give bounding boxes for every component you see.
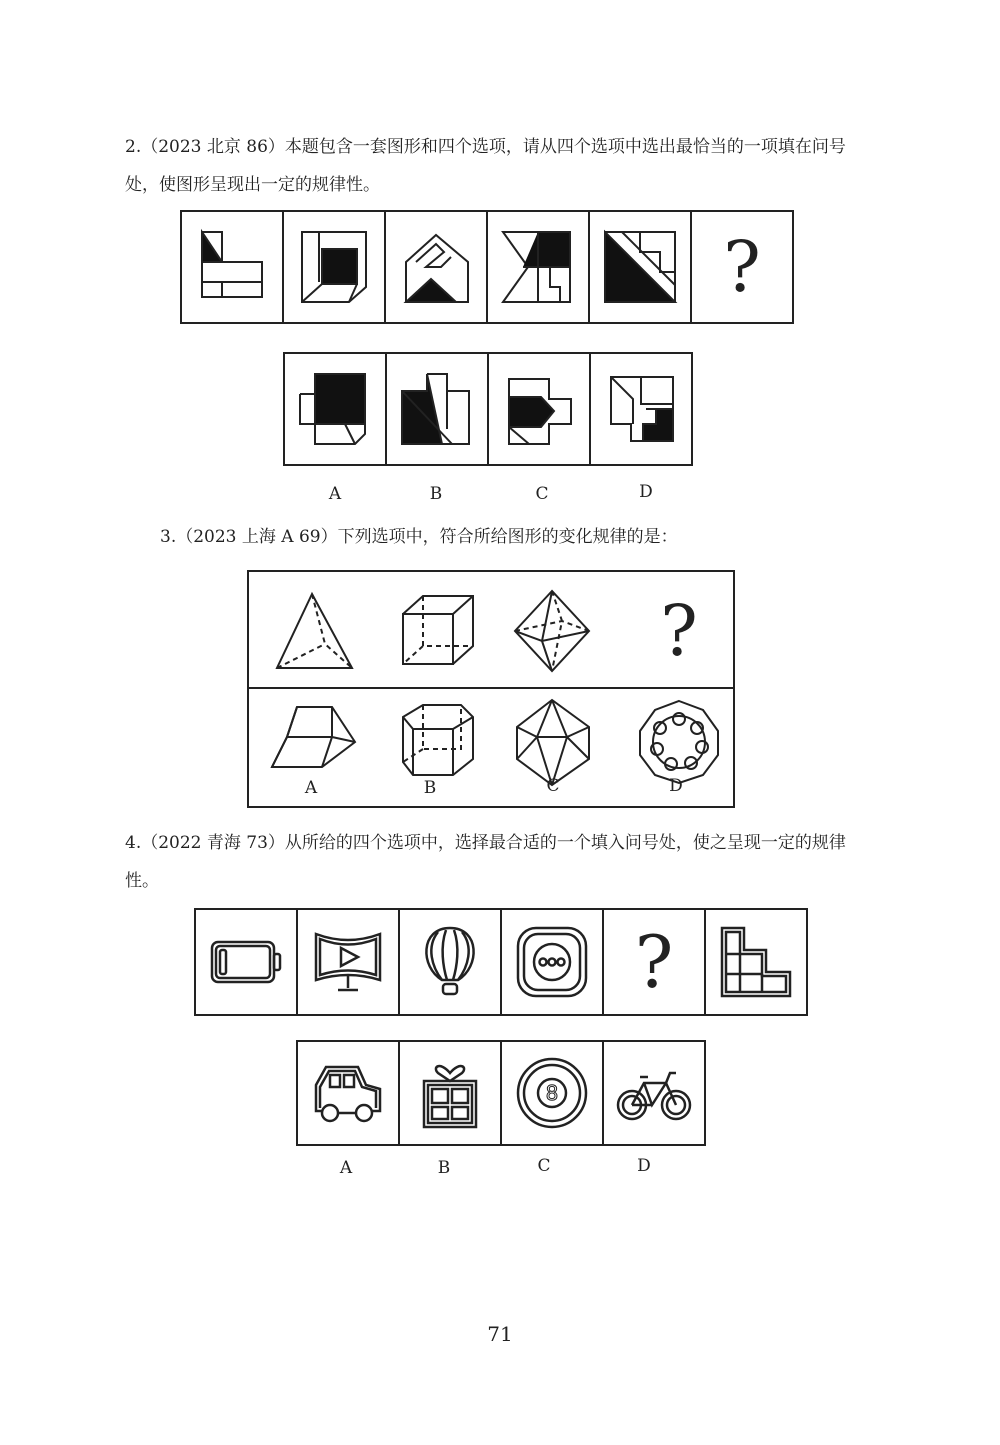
q2-figure-1 bbox=[182, 212, 284, 322]
q4-option-a-car-icon[interactable] bbox=[298, 1042, 400, 1144]
q4-option-strip bbox=[296, 1040, 706, 1146]
q4-more-options-icon bbox=[502, 910, 604, 1014]
q2-option-c[interactable] bbox=[489, 354, 591, 464]
q4-option-b-gift-box-icon[interactable] bbox=[400, 1042, 502, 1144]
q3-figure-box bbox=[247, 570, 735, 808]
q4-option-label-c: C bbox=[537, 1156, 551, 1176]
q2-option-label-c: C bbox=[535, 484, 549, 504]
q3-divider bbox=[249, 687, 733, 689]
q4-option-label-b: B bbox=[437, 1158, 451, 1178]
q3-question-mark: ? bbox=[660, 590, 698, 672]
q4-billiard-number: 8 bbox=[545, 1081, 559, 1105]
q3-tetrahedron bbox=[267, 586, 357, 676]
q4-option-c-billiard-ball-icon[interactable] bbox=[502, 1042, 604, 1144]
q2-option-label-d: D bbox=[639, 482, 653, 502]
q2-option-strip bbox=[283, 352, 693, 466]
q2-option-label-b: B bbox=[429, 484, 443, 504]
q3-cube bbox=[391, 586, 481, 676]
q3-option-label-d: D bbox=[669, 776, 683, 796]
q4-video-screen-icon bbox=[298, 910, 400, 1014]
q4-figure-strip bbox=[194, 908, 808, 1016]
q4-option-label-d: D bbox=[637, 1156, 651, 1176]
q3-option-c-figure[interactable] bbox=[507, 697, 597, 787]
q4-hot-air-balloon-icon bbox=[400, 910, 502, 1014]
q2-option-label-a: A bbox=[328, 484, 342, 504]
q4-question-mark bbox=[604, 910, 706, 1014]
q3-option-b-figure[interactable] bbox=[391, 697, 481, 787]
q4-option-d-bicycle-icon[interactable] bbox=[604, 1042, 704, 1144]
q2-question-mark bbox=[692, 212, 792, 322]
q2-figure-5 bbox=[590, 212, 692, 322]
q2-figure-3 bbox=[386, 212, 488, 322]
q2-figure-strip bbox=[180, 210, 794, 324]
q3-text: 3.（2023 上海 A 69）下列选项中，符合所给图形的变化规律的是： bbox=[160, 527, 678, 547]
q4-question-mark-text: ? bbox=[634, 920, 674, 1004]
q3-octahedron bbox=[507, 586, 597, 676]
q3-option-d-figure[interactable] bbox=[634, 697, 724, 787]
q2-option-d[interactable] bbox=[591, 354, 691, 464]
q2-option-a[interactable] bbox=[285, 354, 387, 464]
q4-text: 4.（2022 青海 73）从所给的四个选项中，选择最合适的一个填入问号处，使之呈现一定的规律性。 bbox=[125, 833, 846, 891]
q4-option-label-a: A bbox=[339, 1158, 353, 1178]
q2-figure-2 bbox=[284, 212, 386, 322]
q2-option-b[interactable] bbox=[387, 354, 489, 464]
q3-option-label-c: C bbox=[546, 776, 560, 796]
q2-figure-4 bbox=[488, 212, 590, 322]
q4-blocks-icon bbox=[706, 910, 806, 1014]
q2-text: 2.（2023 北京 86）本题包含一套图形和四个选项，请从四个选项中选出最恰当的一项填在问号处，使图形呈现出一定的规律性。 bbox=[125, 137, 846, 195]
q4-battery-icon bbox=[196, 910, 298, 1014]
q2-question-mark-text: ? bbox=[723, 226, 761, 308]
q3-option-a-figure[interactable] bbox=[267, 697, 357, 787]
page-number: 71 bbox=[487, 1322, 513, 1346]
q3-option-label-a: A bbox=[304, 778, 318, 798]
q3-option-label-b: B bbox=[423, 778, 437, 798]
